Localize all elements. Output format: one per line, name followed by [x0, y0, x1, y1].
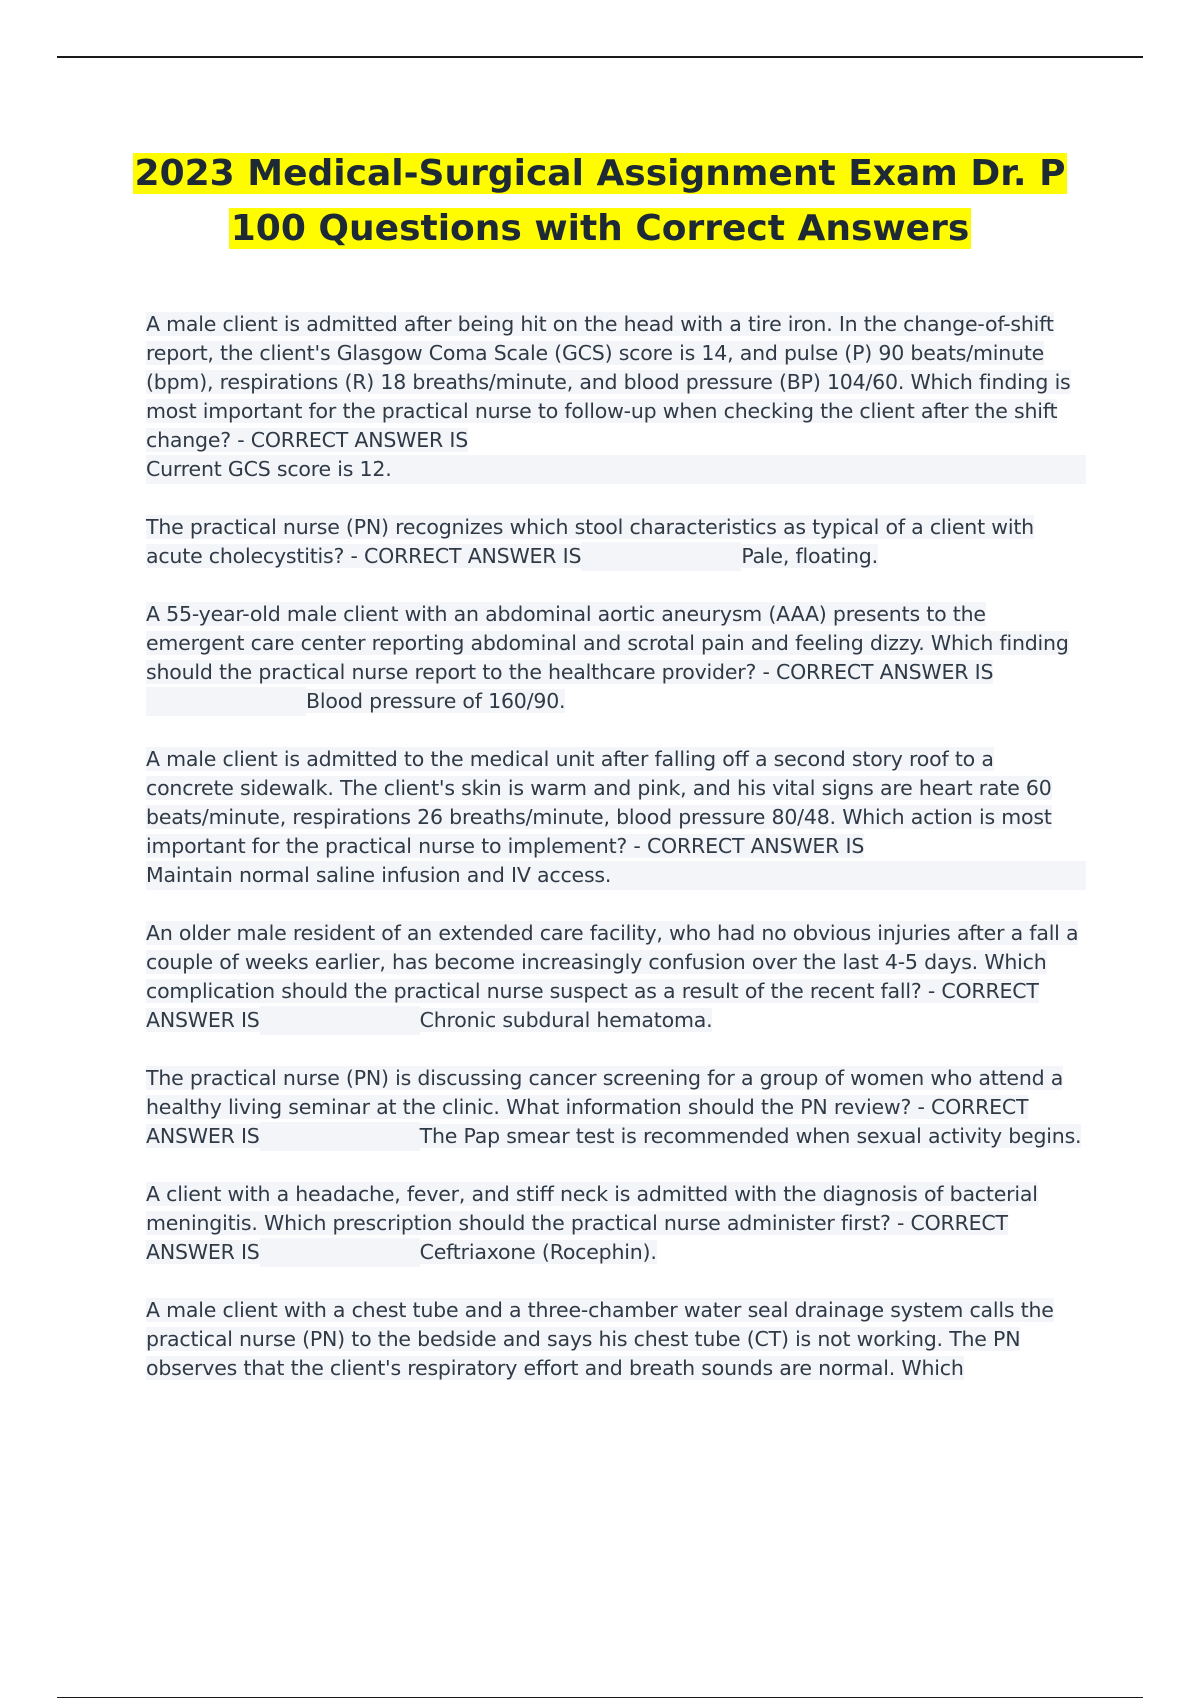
- answer-gap: [260, 1238, 420, 1267]
- correct-answer: The Pap smear test is recommended when sexual activity begins.: [419, 1124, 1082, 1148]
- question-text: The practical nurse (PN) recognizes which stool characteristics as typical of a client with acute cholecystitis? - CORRECT ANSWER IS: [146, 515, 1034, 568]
- title-line-2: 100 Questions with Correct Answers: [230, 208, 970, 249]
- title-line-1: 2023 Medical-Surgical Assignment Exam Dr. P: [134, 153, 1066, 194]
- correct-answer: Blood pressure of 160/90.: [306, 689, 566, 713]
- question-item: [146, 600, 1086, 716]
- correct-answer: Maintain normal saline infusion and IV access.: [146, 861, 1086, 890]
- document-title: [0, 146, 1200, 256]
- question-text: A client with a headache, fever, and stiff neck is admitted with the diagnosis of bacterial meningitis. Which prescription should the practical nurse administer first? - CORRECT ANSWER IS: [146, 1182, 1038, 1264]
- question-text: A 55-year-old male client with an abdominal aortic aneurysm (AAA) presents to the emergent care center reporting abdominal and scrotal pain and feeling dizzy. Which finding should the practical nurse report to the healthcare provider? - CORRECT ANSWER IS: [146, 602, 1069, 684]
- question-item: [146, 1064, 1086, 1151]
- correct-answer: Ceftriaxone (Rocephin).: [419, 1240, 657, 1264]
- question-item: [146, 1180, 1086, 1267]
- question-item: [146, 1296, 1086, 1383]
- correct-answer: Pale, floating.: [741, 544, 878, 568]
- question-text: A male client with a chest tube and a three-chamber water seal drainage system calls the practical nurse (PN) to the bedside and says his chest tube (CT) is not working. The PN observes that the client's respiratory effort and breath sounds are normal. Which: [146, 1298, 1054, 1380]
- correct-answer: Current GCS score is 12.: [146, 455, 1086, 484]
- question-text: The practical nurse (PN) is discussing cancer screening for a group of women who attend a healthy living seminar at the clinic. What information should the PN review? - CORRECT ANSWER IS: [146, 1066, 1064, 1148]
- correct-answer: Chronic subdural hematoma.: [419, 1008, 713, 1032]
- question-item: [146, 310, 1086, 484]
- answer-gap: [260, 1122, 420, 1151]
- answer-gap: [146, 687, 306, 716]
- question-list: [146, 310, 1086, 1412]
- question-item: [146, 745, 1086, 890]
- question-text: A male client is admitted to the medical unit after falling off a second story roof to a concrete sidewalk. The client's skin is warm and pink, and his vital signs are heart rate 60 beats/minute, respirations 26 breaths/minute, blood pressure 80/48. Which action is most important for the practical nurse to implement? - CORRECT ANSWER IS: [146, 747, 1052, 858]
- question-item: [146, 513, 1086, 571]
- answer-gap: [581, 542, 741, 571]
- question-text: An older male resident of an extended care facility, who had no obvious injuries after a fall a couple of weeks earlier, has become increasingly confusion over the last 4-5 days. Which complication should the practical nurse suspect as a result of the recent fall? - CORRECT ANSWER IS: [146, 921, 1079, 1032]
- header-rule: [57, 56, 1143, 58]
- question-item: [146, 919, 1086, 1035]
- question-text: A male client is admitted after being hit on the head with a tire iron. In the change-of-shift report, the client's Glasgow Coma Scale (GCS) score is 14, and pulse (P) 90 beats/minute (bpm), respirations (R) 18 breaths/minute, and blood pressure (BP) 104/60. Which finding is most important for the practical nurse to follow-up when checking the client after the shift change? - CORRECT ANSWER IS: [146, 312, 1071, 452]
- answer-gap: [260, 1006, 420, 1035]
- footer-rule: [57, 1697, 1143, 1698]
